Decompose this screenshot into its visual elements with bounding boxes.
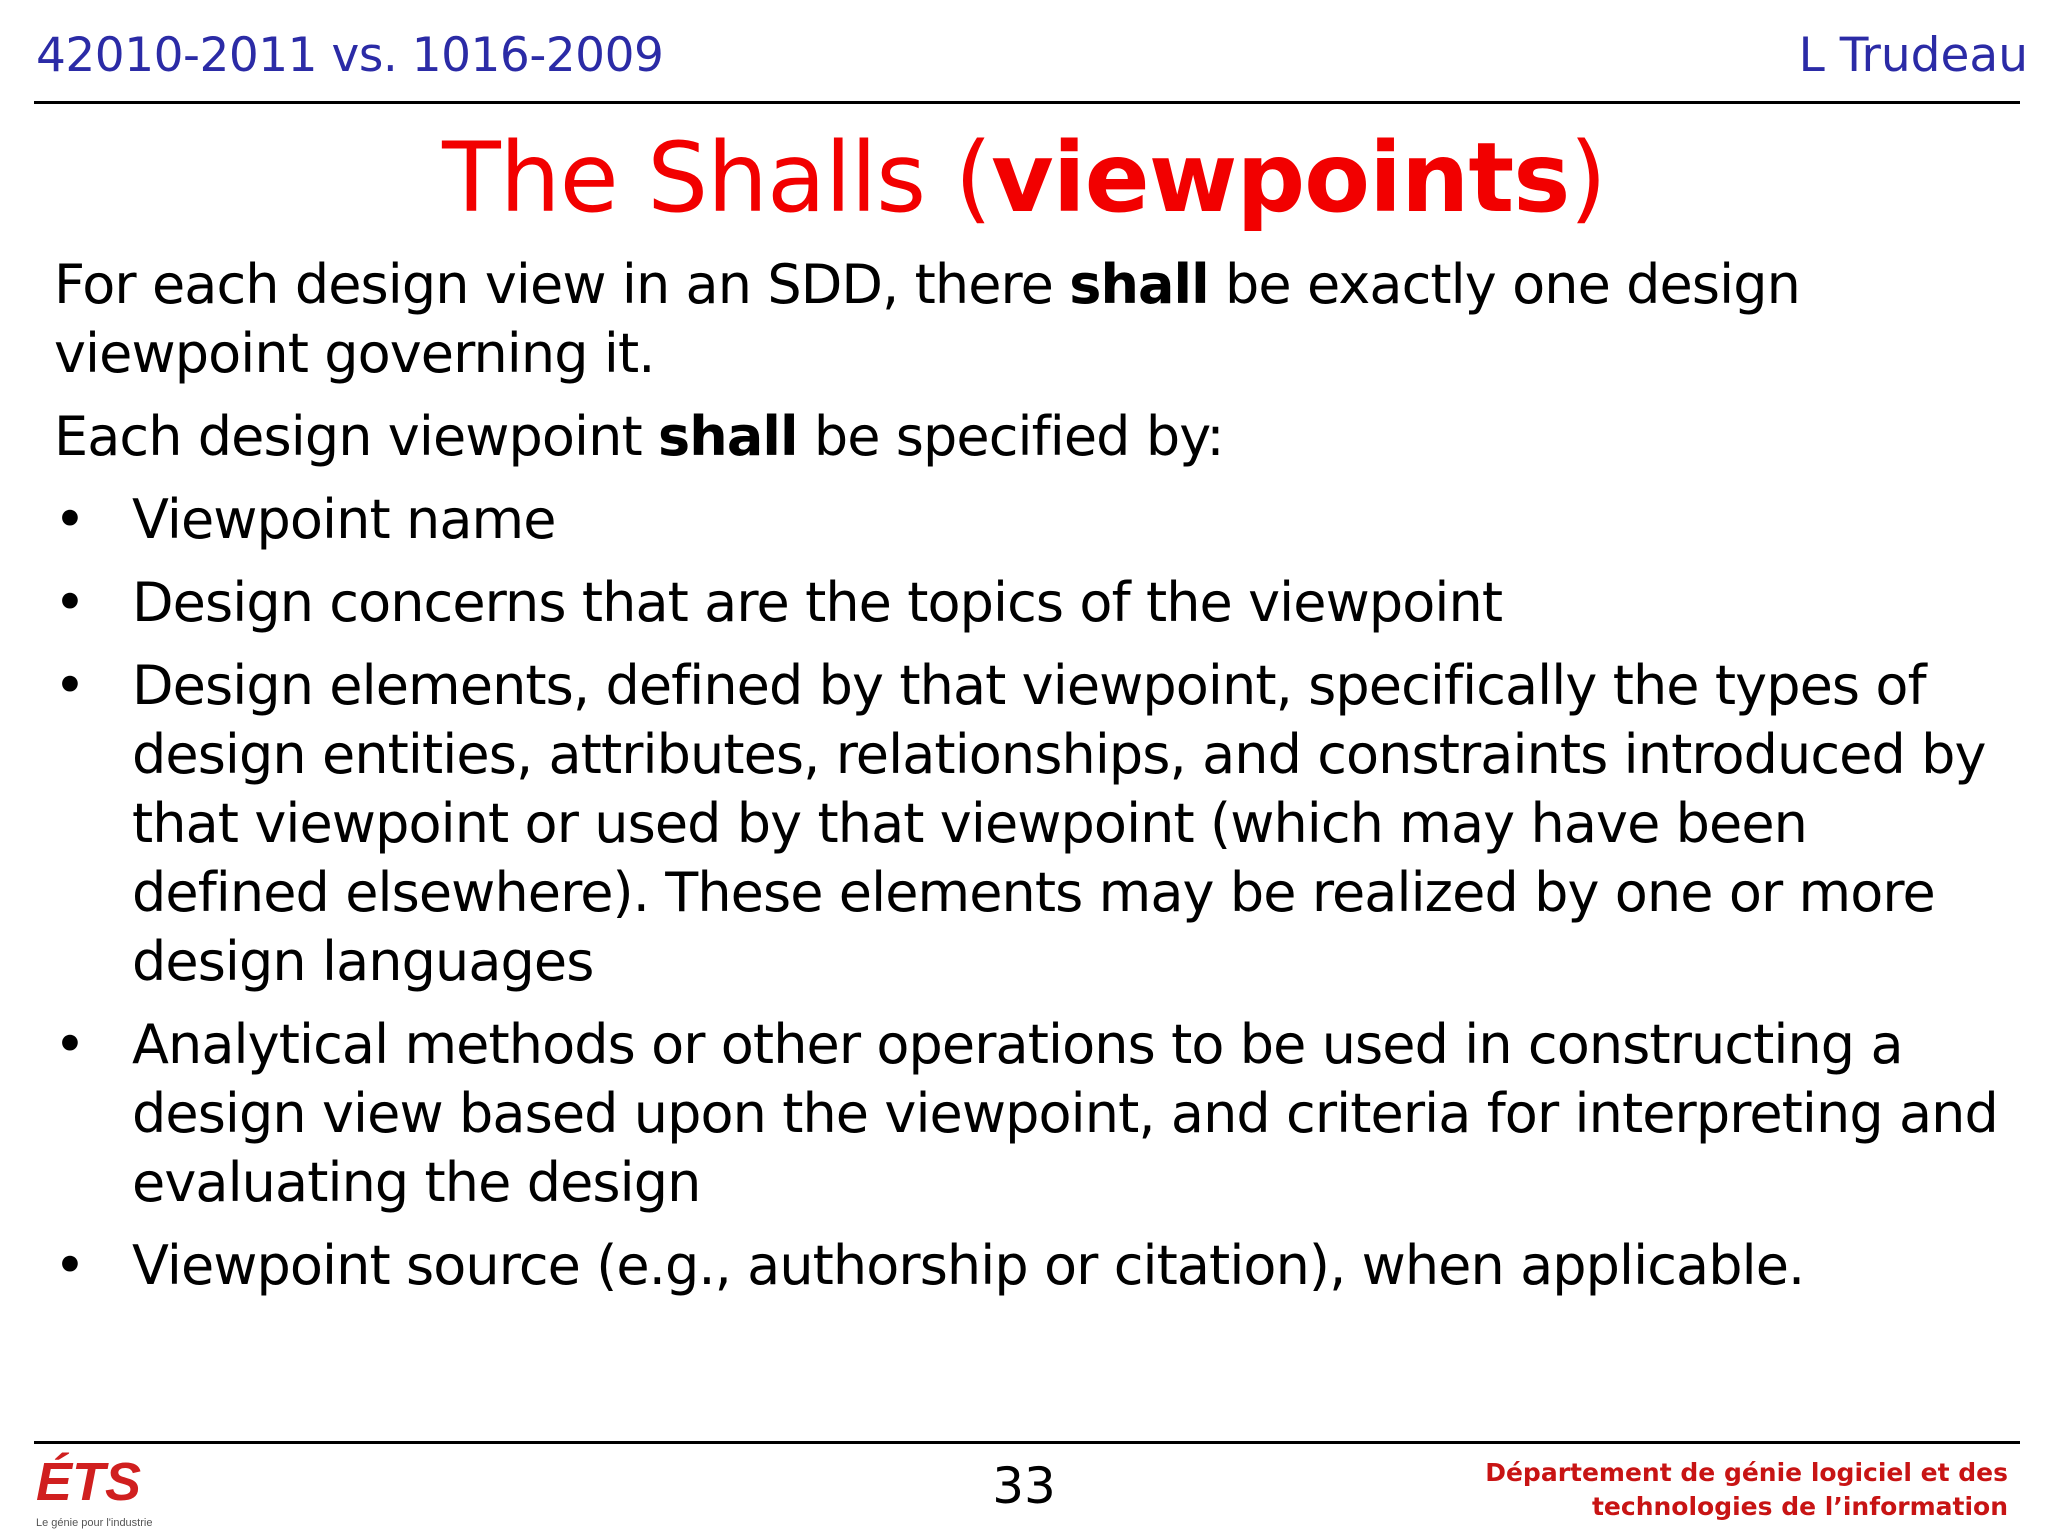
bullet-icon: • xyxy=(54,488,85,551)
shall-emphasis: shall xyxy=(1069,253,1209,316)
shall-emphasis: shall xyxy=(658,405,798,468)
bullet-icon: • xyxy=(54,654,85,717)
page-number: 33 xyxy=(992,1457,1056,1515)
department-name xyxy=(1485,1456,2008,1524)
list-item-text: Design concerns that are the topics of the viewpoint xyxy=(132,571,1503,634)
list-item-text: Viewpoint source (e.g., authorship or citation), when applicable. xyxy=(132,1234,1805,1297)
bullet-icon: • xyxy=(54,1234,85,1297)
list-item-text: Viewpoint name xyxy=(132,488,556,551)
logo-text: ÉTS xyxy=(36,1452,142,1512)
list-item xyxy=(54,651,2014,996)
paragraph-design-view xyxy=(54,250,2014,388)
paragraph-design-view-after: be exactly one design viewpoint governing it. xyxy=(54,253,1800,385)
list-item xyxy=(54,485,2014,554)
paragraph-viewpoint-spec-after: be specified by: xyxy=(797,405,1224,468)
list-item xyxy=(54,1010,2014,1217)
slide-title-suffix: ) xyxy=(1569,122,1606,234)
slide-body xyxy=(54,250,2014,1314)
header-course-code: 42010-2011 vs. 1016-2009 xyxy=(36,28,664,83)
slide-title-bold: viewpoints xyxy=(991,122,1570,234)
list-item xyxy=(54,1231,2014,1300)
paragraph-viewpoint-spec xyxy=(54,402,2014,471)
list-item-text: Analytical methods or other operations to be used in constructing a design view based upon the viewpoint, and criteria for interpreting and evaluating the design xyxy=(132,1013,1998,1214)
logo-tagline: Le génie pour l'industrie xyxy=(36,1517,153,1529)
list-item-text: Design elements, defined by that viewpoint, specifically the types of design entities, attributes, relationships, and constraints introduced by that viewpoint or used by that viewpoint (which may have been defined elsewhere). These elements may be realized by one or more design languages xyxy=(132,654,1986,993)
slide-title xyxy=(0,118,2048,238)
header-author: L Trudeau xyxy=(1798,28,2028,83)
department-line-2: technologies de l’information xyxy=(1591,1492,2008,1521)
footer-divider xyxy=(34,1441,2020,1444)
paragraph-design-view-before: For each design view in an SDD, there xyxy=(54,253,1070,316)
bullet-icon: • xyxy=(54,571,85,634)
bullet-icon: • xyxy=(54,1013,85,1076)
paragraph-viewpoint-spec-before: Each design viewpoint xyxy=(54,405,659,468)
header-divider xyxy=(34,101,2020,104)
department-line-1: Département de génie logiciel et des xyxy=(1485,1458,2008,1487)
slide-title-prefix: The Shalls ( xyxy=(442,122,992,234)
list-item xyxy=(54,568,2014,637)
viewpoint-requirements-list xyxy=(54,485,2014,1300)
